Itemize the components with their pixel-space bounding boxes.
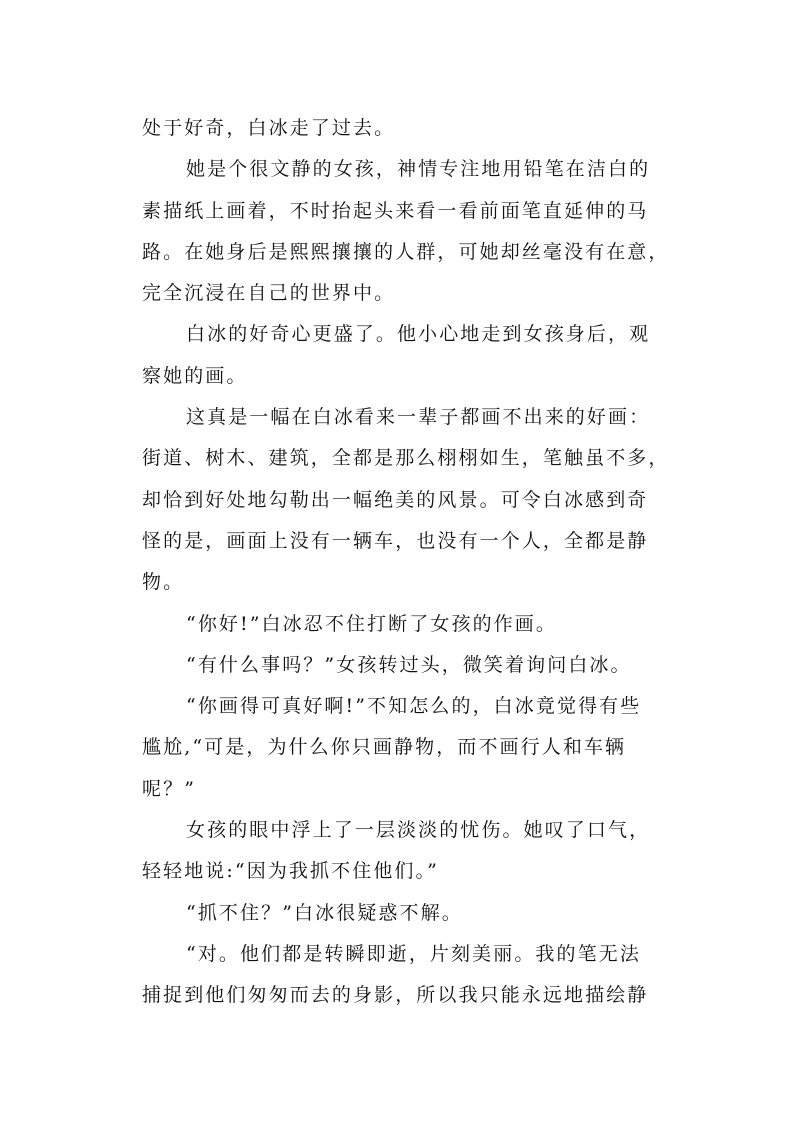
text-line: 尴尬,“可是，为什么你只画静物，而不画行人和车辆: [142, 736, 627, 759]
text-line: “你好!”白冰忍不住打断了女孩的作画。: [186, 612, 557, 635]
text-line: 物。: [142, 571, 185, 594]
story-text: [142, 108, 670, 1017]
text-line: 轻轻地说:“因为我抓不住他们。”: [142, 860, 439, 883]
text-line: 路。在她身后是熙熙攘攘的人群，可她却丝毫没有在意，: [142, 240, 670, 263]
text-line: 完全沉浸在自己的世界中。: [142, 282, 396, 305]
text-line: 却恰到好处地勾勒出一幅绝美的风景。可令白冰感到奇: [142, 488, 649, 511]
text-line: “抓不住？”白冰很疑惑不解。: [186, 901, 463, 924]
text-line: 白冰的好奇心更盛了。他小心地走到女孩身后，观: [186, 323, 651, 346]
text-line: 捕捉到他们匆匆而去的身影，所以我只能永远地描绘静: [142, 984, 649, 1007]
text-line: 素描纸上画着，不时抬起头来看一看前面笔直延伸的马: [142, 199, 649, 222]
text-line: 街道、树木、建筑，全都是那么栩栩如生，笔触虽不多，: [142, 447, 670, 470]
text-line: “你画得可真好啊!”不知怎么的，白冰竟觉得有些: [186, 695, 642, 718]
text-line: “有什么事吗？”女孩转过头，微笑着询问白冰。: [186, 653, 632, 676]
text-line: 女孩的眼中浮上了一层淡淡的忧伤。她叹了口气，: [186, 819, 651, 842]
text-line: 怪的是，画面上没有一辆车，也没有一个人，全都是静: [142, 529, 649, 552]
text-line: 处于好奇，白冰走了过去。: [142, 117, 396, 139]
text-line: 她是个很文静的女孩，神情专注地用铅笔在洁白的: [186, 158, 651, 181]
text-line: 察她的画。: [142, 364, 248, 387]
text-line: “对。他们都是转瞬即逝，片刻美丽。我的笔无法: [186, 942, 641, 965]
text-line: 呢？”: [142, 777, 197, 800]
text-line: 这真是一幅在白冰看来一辈子都画不出来的好画：: [186, 406, 651, 429]
